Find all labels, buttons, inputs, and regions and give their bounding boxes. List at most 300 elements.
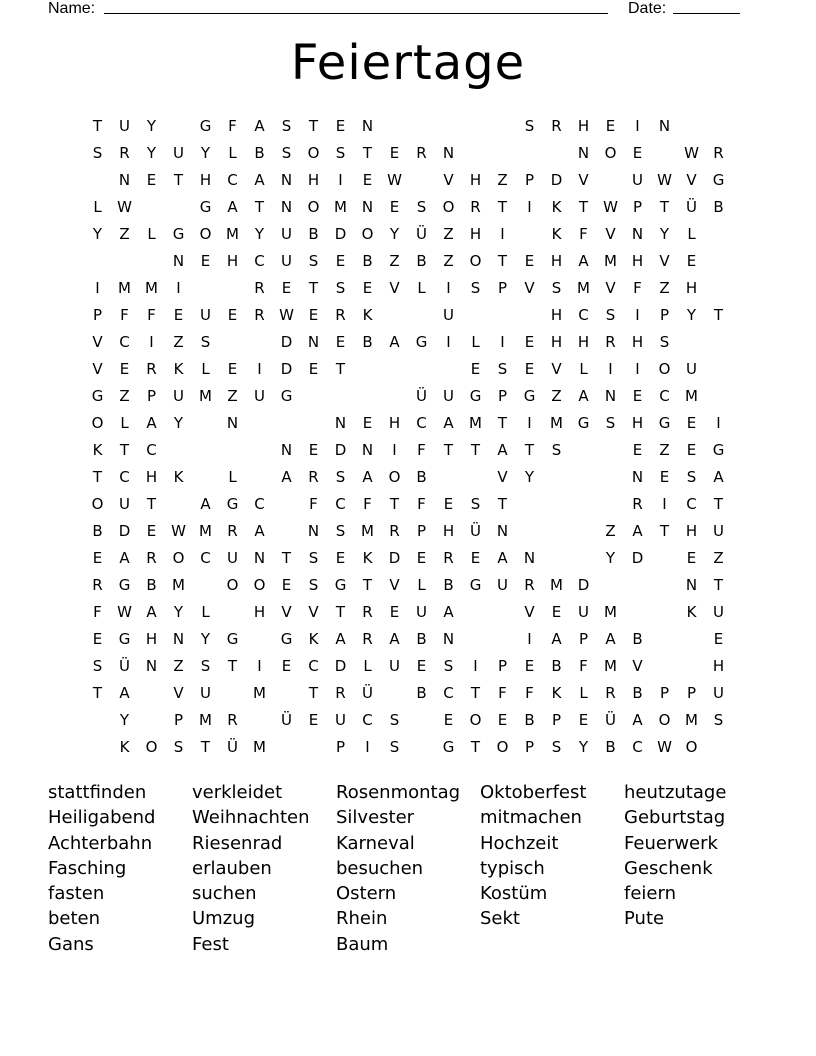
grid-cell: G (334, 575, 347, 594)
grid-cell: F (309, 494, 318, 513)
grid-cell (435, 112, 462, 139)
grid-cell: V (551, 359, 562, 378)
grid-cell (651, 544, 678, 571)
grid-cell: Z (227, 386, 238, 405)
grid-cell: Z (497, 170, 508, 189)
grid-cell: I (365, 737, 370, 756)
grid-cell: T (713, 494, 724, 513)
grid-cell: S (551, 278, 562, 297)
grid-cell (678, 328, 705, 355)
grid-cell (624, 598, 651, 625)
grid-cell: T (362, 143, 373, 162)
grid-cell: O (685, 737, 698, 756)
grid-cell: P (416, 521, 427, 540)
grid-cell (705, 328, 732, 355)
grid-cell: O (226, 575, 239, 594)
grid-cell (408, 706, 435, 733)
grid-cell: D (334, 224, 347, 243)
grid-cell: I (446, 332, 451, 351)
grid-cell: S (335, 521, 346, 540)
grid-cell: U (200, 305, 211, 324)
grid-cell: H (145, 467, 158, 486)
grid-cell: I (527, 629, 532, 648)
grid-cell: E (389, 143, 400, 162)
grid-cell: L (228, 467, 237, 486)
grid-cell: E (416, 548, 427, 567)
grid-cell (489, 301, 516, 328)
grid-cell: H (199, 170, 212, 189)
grid-cell (165, 490, 192, 517)
grid-cell (462, 139, 489, 166)
grid-cell: M (172, 575, 185, 594)
grid-cell: U (254, 386, 265, 405)
grid-cell: G (415, 332, 428, 351)
grid-cell (219, 679, 246, 706)
grid-cell: A (254, 170, 265, 189)
grid-cell: N (631, 467, 644, 486)
grid-cell: P (173, 710, 184, 729)
grid-cell: T (659, 521, 670, 540)
date-field-line[interactable] (673, 13, 740, 14)
grid-cell: H (685, 521, 698, 540)
grid-cell (516, 490, 543, 517)
grid-cell: M (199, 386, 212, 405)
grid-cell: W (684, 143, 699, 162)
grid-cell: O (361, 224, 374, 243)
grid-cell: I (527, 413, 532, 432)
grid-cell (219, 436, 246, 463)
grid-cell: N (307, 521, 320, 540)
word-list-item: Hochzeit (480, 832, 559, 854)
grid-cell (705, 355, 732, 382)
grid-cell: C (119, 467, 130, 486)
grid-cell: D (550, 170, 563, 189)
grid-cell: U (713, 683, 724, 702)
grid-cell (219, 598, 246, 625)
grid-cell: R (227, 710, 238, 729)
grid-cell: R (551, 116, 562, 135)
grid-cell: H (550, 332, 563, 351)
grid-cell: E (335, 548, 346, 567)
grid-cell: O (469, 710, 482, 729)
grid-cell (273, 409, 300, 436)
grid-cell: T (146, 494, 157, 513)
grid-cell: T (254, 197, 265, 216)
grid-cell: L (363, 656, 372, 675)
grid-cell: Y (605, 548, 616, 567)
grid-cell (489, 625, 516, 652)
grid-cell: I (257, 656, 262, 675)
word-list-item: Umzug (192, 908, 255, 930)
grid-cell: G (118, 629, 131, 648)
word-list-item: Oktoberfest (480, 782, 587, 803)
grid-cell: B (524, 710, 535, 729)
grid-cell: B (254, 143, 265, 162)
grid-cell: Y (146, 116, 157, 135)
name-field-line[interactable] (104, 13, 608, 14)
grid-cell: A (605, 629, 616, 648)
grid-cell: W (657, 737, 672, 756)
grid-cell: S (281, 143, 292, 162)
grid-cell: I (635, 116, 640, 135)
grid-cell (435, 355, 462, 382)
grid-cell (219, 328, 246, 355)
grid-cell: G (712, 170, 725, 189)
grid-cell: T (524, 440, 535, 459)
grid-cell: K (551, 683, 562, 702)
grid-cell: G (226, 629, 239, 648)
grid-cell: E (119, 359, 130, 378)
grid-cell: L (147, 224, 156, 243)
grid-cell: R (605, 683, 616, 702)
grid-cell: S (389, 737, 400, 756)
word-list-item: erlauben (192, 857, 272, 879)
grid-cell: S (497, 359, 508, 378)
grid-cell: L (417, 278, 426, 297)
grid-cell: A (443, 602, 454, 621)
grid-cell: Z (551, 386, 562, 405)
grid-cell: H (145, 629, 158, 648)
grid-cell: H (226, 251, 239, 270)
grid-cell: T (308, 116, 319, 135)
grid-cell: E (632, 440, 643, 459)
grid-cell (165, 112, 192, 139)
grid-cell: G (226, 494, 239, 513)
word-list-item: Fest (192, 933, 229, 955)
grid-cell: T (470, 683, 481, 702)
grid-cell: E (416, 656, 427, 675)
grid-cell: E (443, 494, 454, 513)
grid-cell: G (280, 629, 293, 648)
grid-cell: B (605, 737, 616, 756)
grid-cell: B (713, 197, 724, 216)
grid-cell: S (551, 737, 562, 756)
grid-cell (570, 436, 597, 463)
grid-cell (84, 166, 111, 193)
grid-cell: B (416, 629, 427, 648)
grid-cell (381, 301, 408, 328)
grid-cell: R (416, 143, 427, 162)
grid-cell (273, 490, 300, 517)
grid-cell: N (658, 116, 671, 135)
grid-cell: R (92, 575, 103, 594)
grid-cell (543, 139, 570, 166)
grid-cell: E (362, 170, 373, 189)
grid-cell: Y (200, 143, 211, 162)
grid-cell: S (605, 413, 616, 432)
grid-cell: B (443, 575, 454, 594)
grid-cell: V (92, 359, 103, 378)
grid-cell: W (117, 197, 132, 216)
grid-cell: S (416, 197, 427, 216)
grid-cell: E (281, 656, 292, 675)
grid-cell: D (631, 548, 644, 567)
grid-cell: A (497, 440, 508, 459)
grid-cell: A (119, 683, 130, 702)
grid-cell: A (335, 629, 346, 648)
grid-cell (705, 382, 732, 409)
grid-cell (543, 490, 570, 517)
grid-cell: E (335, 332, 346, 351)
grid-cell: M (199, 710, 212, 729)
grid-cell (354, 382, 381, 409)
grid-cell (165, 436, 192, 463)
grid-cell: A (713, 467, 724, 486)
grid-cell (489, 598, 516, 625)
grid-cell: P (524, 737, 535, 756)
grid-cell (516, 301, 543, 328)
word-list-item: Ostern (336, 883, 397, 905)
grid-cell: V (578, 170, 589, 189)
grid-cell: M (469, 413, 482, 432)
grid-cell: T (173, 170, 184, 189)
grid-cell: D (280, 332, 293, 351)
grid-cell: E (227, 359, 238, 378)
grid-cell: V (173, 683, 184, 702)
grid-cell: K (308, 629, 319, 648)
grid-cell: O (253, 575, 266, 594)
grid-cell: B (632, 629, 643, 648)
word-list-item: Baum (336, 933, 389, 955)
grid-cell: A (497, 548, 508, 567)
grid-cell: Z (713, 548, 724, 567)
grid-cell: H (469, 170, 482, 189)
grid-cell (705, 733, 732, 760)
grid-cell: M (550, 413, 563, 432)
grid-cell: P (335, 737, 346, 756)
grid-cell: F (633, 278, 642, 297)
grid-cell: H (469, 224, 482, 243)
grid-cell: A (200, 494, 211, 513)
grid-cell: T (443, 440, 454, 459)
grid-cell: F (525, 683, 534, 702)
grid-cell: G (91, 386, 104, 405)
grid-cell: M (685, 386, 698, 405)
grid-cell: C (362, 710, 373, 729)
grid-cell: F (417, 440, 426, 459)
grid-cell: S (470, 278, 481, 297)
grid-cell (165, 193, 192, 220)
grid-cell: P (551, 710, 562, 729)
grid-cell: R (632, 494, 643, 513)
grid-cell: N (442, 143, 455, 162)
grid-cell: N (253, 548, 266, 567)
grid-cell (84, 733, 111, 760)
grid-cell: H (577, 332, 590, 351)
grid-cell: U (713, 521, 724, 540)
grid-cell: G (712, 440, 725, 459)
grid-cell: V (281, 602, 292, 621)
grid-cell: S (470, 494, 481, 513)
grid-cell (516, 517, 543, 544)
word-list-item: Heiligabend (48, 807, 156, 829)
grid-cell (192, 274, 219, 301)
grid-cell: F (498, 683, 507, 702)
grid-cell: S (200, 656, 211, 675)
grid-cell: M (199, 521, 212, 540)
grid-cell: G (442, 737, 455, 756)
grid-cell (462, 625, 489, 652)
grid-cell: I (500, 224, 505, 243)
grid-cell: U (578, 602, 589, 621)
grid-cell (192, 463, 219, 490)
grid-cell (678, 625, 705, 652)
grid-cell: C (254, 251, 265, 270)
grid-cell: P (146, 386, 157, 405)
grid-cell: N (118, 170, 131, 189)
grid-cell (543, 544, 570, 571)
grid-cell: S (659, 332, 670, 351)
grid-cell (381, 382, 408, 409)
grid-cell: R (146, 548, 157, 567)
grid-cell: R (335, 683, 346, 702)
word-list-item: verkleidet (192, 782, 283, 803)
grid-cell: G (523, 386, 536, 405)
grid-cell: N (172, 251, 185, 270)
grid-cell: L (201, 359, 210, 378)
grid-cell (462, 598, 489, 625)
grid-cell: N (442, 629, 455, 648)
grid-cell: M (145, 278, 158, 297)
grid-cell: R (362, 629, 373, 648)
grid-cell: S (308, 575, 319, 594)
grid-cell: B (92, 521, 103, 540)
grid-cell: S (308, 548, 319, 567)
grid-cell: A (146, 602, 157, 621)
grid-cell: B (362, 332, 373, 351)
grid-cell (381, 679, 408, 706)
grid-cell: U (497, 575, 508, 594)
grid-cell: C (119, 332, 130, 351)
grid-cell: S (686, 467, 697, 486)
grid-cell: R (713, 143, 724, 162)
word-list-item: Fasching (48, 857, 127, 879)
grid-cell: Z (173, 656, 184, 675)
grid-cell: M (685, 710, 698, 729)
grid-cell: A (389, 629, 400, 648)
grid-cell: E (173, 305, 184, 324)
grid-cell: W (171, 521, 186, 540)
grid-cell: S (200, 332, 211, 351)
grid-cell: U (173, 386, 184, 405)
grid-cell: M (118, 278, 131, 297)
grid-cell: U (281, 224, 292, 243)
grid-cell: P (659, 305, 670, 324)
grid-cell: H (550, 251, 563, 270)
grid-cell: Y (686, 305, 697, 324)
word-list-item: heutzutage (624, 782, 727, 803)
grid-cell: E (308, 440, 319, 459)
grid-cell: S (443, 656, 454, 675)
grid-cell (408, 112, 435, 139)
grid-cell: P (686, 683, 697, 702)
grid-cell: A (254, 521, 265, 540)
grid-cell: U (335, 710, 346, 729)
grid-cell (300, 733, 327, 760)
grid-cell: E (686, 548, 697, 567)
grid-cell (192, 571, 219, 598)
word-list-item: Rosenmontag (336, 782, 461, 803)
grid-cell (489, 112, 516, 139)
grid-cell (408, 166, 435, 193)
grid-cell: C (416, 413, 427, 432)
grid-cell: I (500, 332, 505, 351)
grid-cell: T (92, 116, 103, 135)
grid-cell: N (361, 116, 374, 135)
grid-cell: V (659, 251, 670, 270)
grid-cell (462, 463, 489, 490)
grid-cell: E (362, 278, 373, 297)
grid-cell: H (442, 521, 455, 540)
grid-cell: O (307, 143, 320, 162)
grid-cell: Y (578, 737, 589, 756)
grid-cell: Ü (470, 521, 481, 540)
grid-cell: H (712, 656, 725, 675)
grid-cell: K (551, 197, 562, 216)
grid-cell: E (524, 332, 535, 351)
word-list-item: suchen (192, 883, 257, 905)
grid-cell (408, 733, 435, 760)
grid-cell: M (253, 737, 266, 756)
word-list-item: fasten (48, 883, 105, 905)
grid-cell: E (227, 305, 238, 324)
grid-cell: E (146, 521, 157, 540)
word-list-item: Rhein (336, 908, 388, 930)
grid-cell: P (497, 656, 508, 675)
grid-cell: N (307, 332, 320, 351)
grid-cell: T (713, 305, 724, 324)
grid-cell: E (605, 116, 616, 135)
grid-cell: E (470, 359, 481, 378)
word-list-item: Achterbahn (48, 832, 153, 854)
grid-cell: K (686, 602, 697, 621)
grid-cell: L (93, 197, 102, 216)
grid-cell: E (362, 413, 373, 432)
grid-cell (705, 274, 732, 301)
grid-cell: Y (119, 710, 130, 729)
grid-cell: H (631, 332, 644, 351)
grid-cell (597, 490, 624, 517)
grid-cell: S (335, 278, 346, 297)
grid-cell (408, 355, 435, 382)
grid-cell: G (172, 224, 185, 243)
grid-cell: N (334, 413, 347, 432)
grid-cell: B (416, 683, 427, 702)
grid-cell: Ü (686, 197, 697, 216)
grid-cell: E (335, 251, 346, 270)
grid-cell: H (307, 170, 320, 189)
grid-cell: S (551, 440, 562, 459)
grid-cell: N (361, 197, 374, 216)
grid-cell (651, 625, 678, 652)
grid-cell (651, 571, 678, 598)
grid-cell (273, 517, 300, 544)
date-label: Date: (628, 0, 667, 17)
grid-cell: O (307, 197, 320, 216)
grid-cell: S (524, 116, 535, 135)
grid-cell: P (92, 305, 103, 324)
grid-cell (678, 112, 705, 139)
grid-cell: A (578, 251, 589, 270)
grid-cell: M (604, 602, 617, 621)
grid-cell: E (146, 170, 157, 189)
grid-cell (543, 517, 570, 544)
grid-cell: Ü (605, 710, 616, 729)
grid-cell: F (147, 305, 156, 324)
grid-cell: P (578, 629, 589, 648)
grid-cell: U (713, 602, 724, 621)
grid-cell: Y (254, 224, 265, 243)
